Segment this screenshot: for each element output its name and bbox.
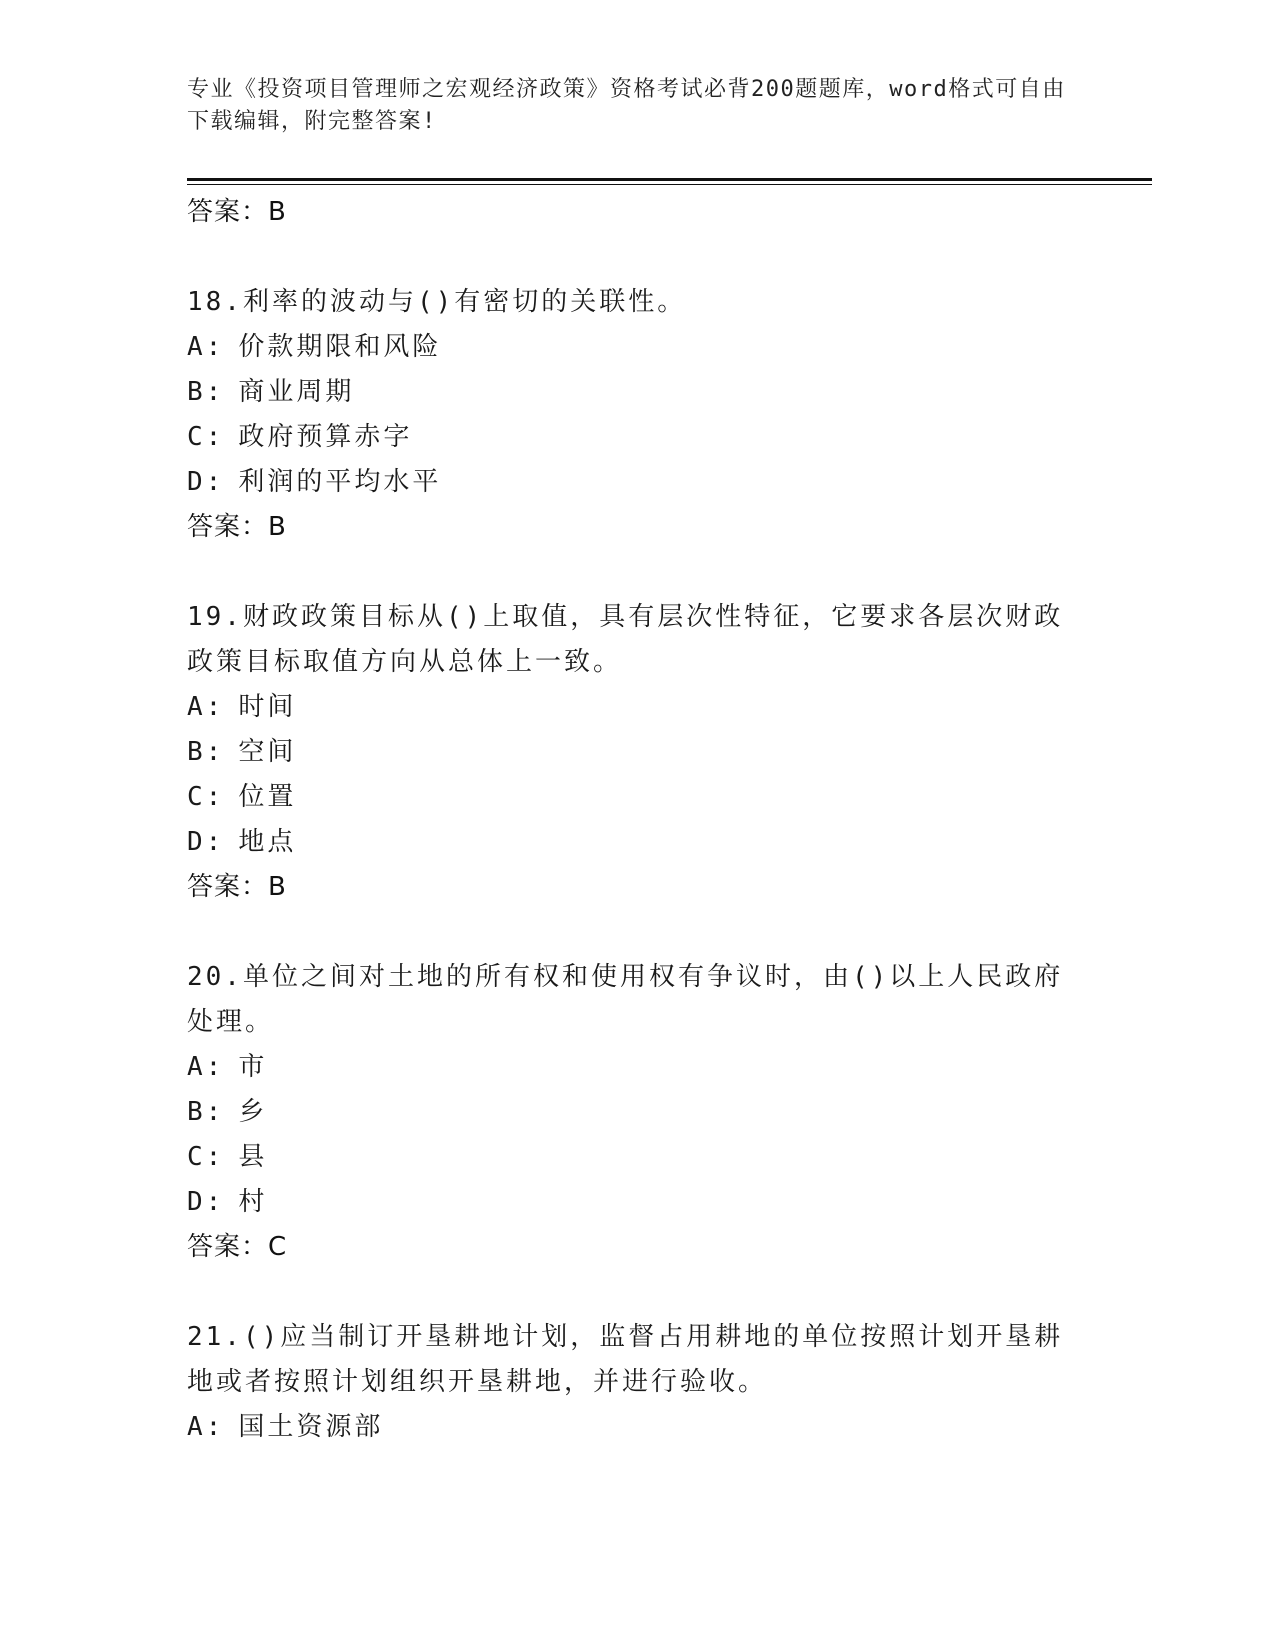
question-stem: 19.财政政策目标从()上取值，具有层次性特征，它要求各层次财政政策目标取值方向从总体上一致。 (187, 602, 1064, 677)
header-divider-thin (187, 184, 1152, 185)
option-line (187, 730, 1067, 775)
option-text: 市 (238, 1052, 268, 1082)
option-key: A: (187, 1052, 225, 1082)
option-line (187, 325, 1067, 370)
option-key: D: (187, 827, 225, 857)
option-text: 时间 (238, 692, 297, 722)
option-line (187, 460, 1067, 505)
option-key: C: (187, 1142, 225, 1172)
option-key: B: (187, 377, 225, 407)
document-body (187, 190, 1067, 1450)
option-text: 村 (238, 1187, 268, 1217)
option-line (187, 1180, 1067, 1225)
option-line (187, 1405, 1067, 1450)
answer-line: 答案：C (187, 1232, 288, 1262)
option-key: B: (187, 1097, 225, 1127)
answer-line: 答案：B (187, 872, 287, 902)
question-stem: 18.利率的波动与()有密切的关联性。 (187, 287, 687, 317)
option-text: 县 (238, 1142, 268, 1172)
question-block (187, 1315, 1067, 1450)
question-block (187, 955, 1067, 1269)
question-stem: 20.单位之间对土地的所有权和使用权有争议时，由()以上人民政府处理。 (187, 962, 1064, 1037)
option-key: D: (187, 1187, 225, 1217)
option-text: 位置 (238, 782, 297, 812)
option-key: C: (187, 422, 225, 452)
option-text: 地点 (238, 827, 297, 857)
question-stem: 21.()应当制订开垦耕地计划，监督占用耕地的单位按照计划开垦耕地或者按照计划组织开垦耕地，并进行验收。 (187, 1322, 1064, 1397)
option-text: 价款期限和风险 (238, 332, 442, 362)
option-key: B: (187, 737, 225, 767)
option-text: 政府预算赤字 (238, 422, 413, 452)
header-divider (187, 178, 1152, 181)
document-header-title: 专业《投资项目管理师之宏观经济政策》资格考试必背200题题库，word格式可自由下载编辑，附完整答案! (187, 77, 1066, 134)
answer-line: 答案：B (187, 512, 287, 542)
question-block (187, 280, 1067, 549)
option-key: C: (187, 782, 225, 812)
option-line (187, 1045, 1067, 1090)
option-line (187, 1135, 1067, 1180)
option-line (187, 820, 1067, 865)
option-key: A: (187, 1412, 225, 1442)
option-line (187, 370, 1067, 415)
option-text: 利润的平均水平 (238, 467, 442, 497)
option-line (187, 685, 1067, 730)
option-line (187, 775, 1067, 820)
option-key: A: (187, 332, 225, 362)
option-key: A: (187, 692, 225, 722)
option-text: 乡 (238, 1097, 268, 1127)
option-line (187, 1090, 1067, 1135)
option-text: 国土资源部 (238, 1412, 384, 1442)
option-key: D: (187, 467, 225, 497)
answer-line: 答案：B (187, 197, 287, 227)
option-text: 空间 (238, 737, 297, 767)
question-block (187, 595, 1067, 909)
option-text: 商业周期 (238, 377, 355, 407)
option-line (187, 415, 1067, 460)
